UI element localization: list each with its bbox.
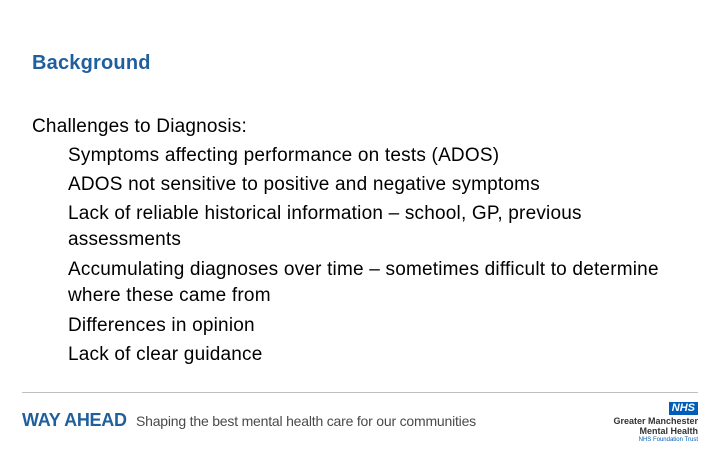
bullet-item: Lack of clear guidance	[68, 344, 263, 365]
bullet-item: Lack of reliable historical information – school, GP, previous assessments	[68, 203, 582, 250]
nhs-trust-name: NHS Foundation Trust	[638, 437, 698, 443]
bullet-item: ADOS not sensitive to positive and negative symptoms	[68, 174, 540, 195]
bullet-item: Accumulating diagnoses over time – sometimes difficult to determine where these came from	[68, 259, 659, 306]
nhs-trust-logo	[598, 398, 698, 444]
nhs-org-line2: Mental Health	[639, 426, 698, 436]
footer-tagline: Shaping the best mental health care for our communities	[136, 413, 476, 429]
nhs-org-line1: Greater Manchester	[613, 416, 698, 426]
bullet-item: Differences in opinion	[68, 315, 255, 336]
slide-title: Background	[32, 52, 151, 74]
way-ahead-logo: WAY AHEAD	[22, 410, 127, 430]
footer-divider	[22, 392, 698, 393]
intro-text: Challenges to Diagnosis:	[32, 116, 247, 137]
nhs-badge: NHS	[669, 402, 698, 415]
slide-content	[32, 112, 672, 369]
bullet-list	[32, 141, 672, 369]
bullet-item: Symptoms affecting performance on tests (ADOS)	[68, 145, 500, 166]
